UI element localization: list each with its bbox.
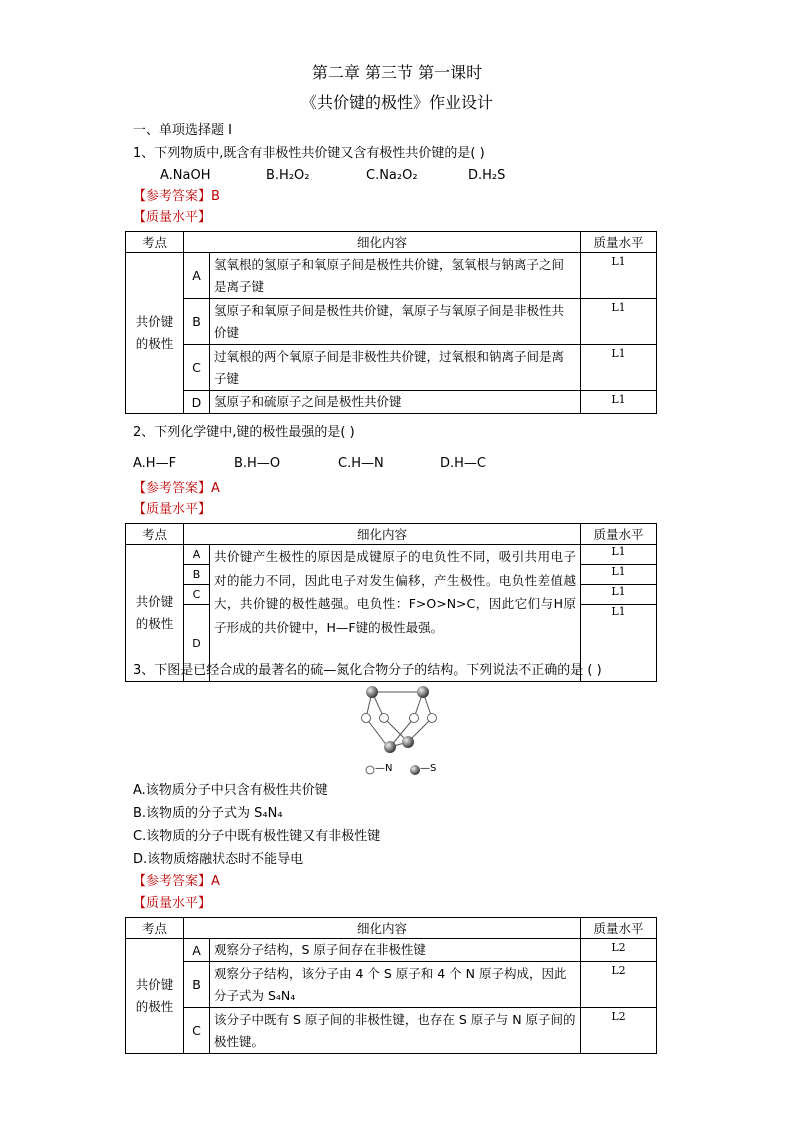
header-level: 质量水平 — [581, 918, 657, 939]
q3-option-b: B.该物质的分子式为 S₄N₄ — [133, 806, 283, 821]
q3-row-opt: A — [184, 939, 210, 962]
q2-row-opt: B — [184, 565, 210, 585]
q3-row-text: 观察分子结构，S 原子间存在非极性键 — [210, 939, 581, 962]
header-level: 质量水平 — [581, 232, 657, 253]
page-subtitle: 《共价键的极性》作业设计 — [300, 93, 493, 112]
sulfur-atom — [417, 686, 429, 698]
nitrogen-atom — [410, 714, 419, 723]
nitrogen-atom — [380, 714, 389, 723]
q3-row-text: 观察分子结构，该分子由 4 个 S 原子和 4 个 N 原子构成，因此分子式为 S₄N₄ — [210, 962, 581, 1008]
q2-option-a: A.H—F — [133, 456, 177, 471]
q1-answer: 【参考答案】B — [133, 189, 220, 204]
nitrogen-atom — [362, 714, 371, 723]
q1-table — [125, 231, 657, 414]
q3-row-opt: C — [184, 1008, 210, 1054]
q1-row-text: 氢原子和硫原子之间是极性共价键 — [210, 391, 581, 414]
header-topic: 考点 — [126, 232, 184, 253]
q2-row-opt: C — [184, 585, 210, 605]
q2-row-level: L1 — [581, 605, 657, 682]
page-title: 第二章 第三节 第一课时 — [311, 63, 483, 82]
q3-option-c: C.该物质的分子中既有极性键又有非极性键 — [133, 829, 381, 844]
q1-row-text: 过氧根的两个氧原子间是非极性共价键，过氧根和钠离子间是离子键 — [210, 345, 581, 391]
q1-option-d: D.H₂S — [468, 168, 506, 183]
q2-table — [125, 523, 657, 682]
sulfur-atom — [384, 741, 396, 753]
legend-sulfur-label: —S — [420, 763, 437, 774]
q1-option-b: B.H₂O₂ — [266, 168, 310, 183]
q2-topic: 共价键的极性 — [126, 545, 184, 682]
q3-row-level: L2 — [581, 962, 657, 1008]
q2-stem: 2、下列化学键中,键的极性最强的是( ) — [133, 425, 355, 440]
q2-option-c: C.H—N — [338, 456, 384, 471]
q1-stem: 1、下列物质中,既含有非极性共价键又含有极性共价键的是( ) — [133, 146, 485, 161]
sulfur-atom — [402, 736, 414, 748]
q3-row-opt: B — [184, 962, 210, 1008]
s4n4-structure-diagram — [350, 680, 470, 784]
nitrogen-atom — [428, 714, 437, 723]
q1-row-opt: D — [184, 391, 210, 414]
q3-option-d: D.该物质熔融状态时不能导电 — [133, 852, 304, 867]
q3-quality-label: 【质量水平】 — [133, 896, 212, 911]
sulfur-atom — [366, 686, 378, 698]
bond-lines — [366, 692, 432, 747]
header-detail: 细化内容 — [184, 918, 581, 939]
q3-row-level: L2 — [581, 939, 657, 962]
q2-row-level: L1 — [581, 545, 657, 565]
q1-row-opt: A — [184, 253, 210, 299]
section-heading: 一、单项选择题 I — [133, 123, 232, 138]
q1-topic: 共价键的极性 — [126, 253, 184, 414]
q1-row-opt: C — [184, 345, 210, 391]
q1-row-level: L1 — [581, 391, 657, 414]
header-detail: 细化内容 — [184, 232, 581, 253]
q1-option-a: A.NaOH — [160, 168, 211, 183]
q3-table — [125, 917, 657, 1054]
q1-row-opt: B — [184, 299, 210, 345]
q3-option-a: A.该物质分子中只含有极性共价键 — [133, 783, 328, 798]
q2-detail-text: 共价键产生极性的原因是成键原子的电负性不同，吸引共用电子对的能力不同，因此电子对发生偏移，产生极性。电负性差值越大，共价键的极性越强。电负性：F>O>N>C，因此它们与H原子形成的共价键中，H—F键的极性最强。 — [210, 545, 581, 682]
header-detail: 细化内容 — [184, 524, 581, 545]
q1-row-level: L1 — [581, 345, 657, 391]
q2-row-opt: D — [184, 605, 210, 682]
q2-answer: 【参考答案】A — [133, 481, 220, 496]
q3-row-text: 该分子中既有 S 原子间的非极性键，也存在 S 原子与 N 原子间的极性键。 — [210, 1008, 581, 1054]
legend-sulfur-icon — [410, 765, 420, 775]
header-topic: 考点 — [126, 524, 184, 545]
q2-row-level: L1 — [581, 585, 657, 605]
q3-stem: 3、下图是已经合成的最著名的硫—氮化合物分子的结构。下列说法不正确的是 ( ) — [133, 663, 602, 678]
q2-row-opt: A — [184, 545, 210, 565]
q2-row-level: L1 — [581, 565, 657, 585]
q2-option-b: B.H—O — [234, 456, 281, 471]
q1-option-c: C.Na₂O₂ — [366, 168, 418, 183]
q2-option-d: D.H—C — [440, 456, 486, 471]
q2-quality-label: 【质量水平】 — [133, 502, 212, 517]
q1-row-text: 氢氧根的氢原子和氧原子间是极性共价键，氢氧根与钠离子之间是离子键 — [210, 253, 581, 299]
q1-row-level: L1 — [581, 253, 657, 299]
legend-nitrogen-label: —N — [375, 763, 393, 774]
header-topic: 考点 — [126, 918, 184, 939]
q3-row-level: L2 — [581, 1008, 657, 1054]
q1-row-text: 氢原子和氧原子间是极性共价键，氧原子与氧原子间是非极性共价键 — [210, 299, 581, 345]
q1-quality-label: 【质量水平】 — [133, 210, 212, 225]
q1-row-level: L1 — [581, 299, 657, 345]
q3-answer: 【参考答案】A — [133, 874, 220, 889]
legend-nitrogen-icon — [366, 766, 374, 774]
header-level: 质量水平 — [581, 524, 657, 545]
q3-topic: 共价键的极性 — [126, 939, 184, 1054]
